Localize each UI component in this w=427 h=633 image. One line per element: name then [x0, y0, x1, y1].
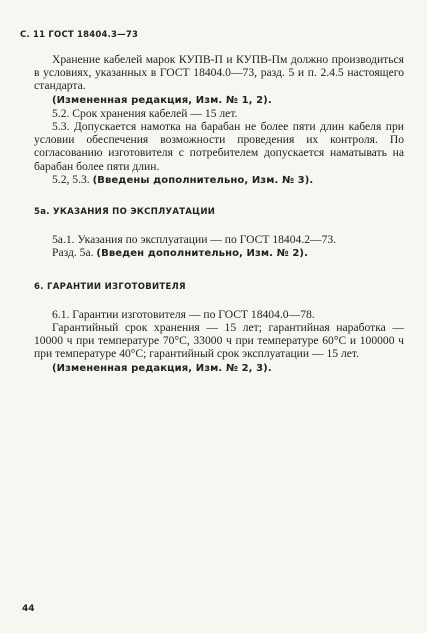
note-prefix: Разд. 5а.: [52, 246, 94, 260]
paragraph-6-1: 6.1. Гарантии изготовителя — по ГОСТ 18404.0—78.: [52, 307, 315, 321]
paragraph-5a-1: 5а.1. Указания по эксплуатации — по ГОСТ 18404.2—73.: [52, 233, 337, 247]
paragraph-5-2-5-3-note: [34, 173, 404, 187]
section-6-title: 6. ГАРАНТИИ ИЗГОТОВИТЕЛЯ: [34, 281, 186, 292]
revision-note: [34, 93, 404, 107]
note-text: (Введен дополнительно, Изм. № 2).: [96, 248, 308, 260]
note-text: (Введены дополнительно, Изм. № 3).: [92, 174, 314, 186]
revision-note: [34, 361, 404, 375]
revision-note-text: (Измененная редакция, Изм. № 2, 3).: [52, 362, 272, 374]
paragraph-5a-note: [34, 246, 404, 260]
paragraph-5-3: 5.3. Допускается намотка на барабан не более пяти длин кабеля при условии обеспечения возможности проведения их контроля. По согласованию изготовителя с потребителем допускается наматывать на барабан более пяти длин.: [34, 120, 404, 173]
page-number: 44: [22, 604, 35, 614]
paragraph-storage: Хранение кабелей марок КУПВ-П и КУПВ-Пм должно производиться в условиях, указанных в ГОСТ 18404.0—73, разд. 5 и п. 2.4.5 настоящего стандарта.: [34, 53, 404, 93]
revision-note-text: (Измененная редакция, Изм. № 1, 2).: [52, 94, 272, 106]
section-5a-title: 5а. УКАЗАНИЯ ПО ЭКСПЛУАТАЦИИ: [34, 207, 216, 218]
note-prefix: 5.2, 5.3.: [52, 172, 90, 186]
page-header: С. 11 ГОСТ 18404.3—73: [20, 30, 139, 40]
paragraph-warranty: Гарантийный срок хранения — 15 лет; гарантийная наработка — 10000 ч при температуре 70°С, 33000 ч при температуре 60°С и 100000 ч при температуре 40°С; гарантийный срок эксплуатации — 15 лет.: [34, 321, 404, 361]
document-body: [34, 53, 404, 375]
paragraph-5-2: 5.2. Срок хранения кабелей — 15 лет.: [52, 106, 238, 120]
